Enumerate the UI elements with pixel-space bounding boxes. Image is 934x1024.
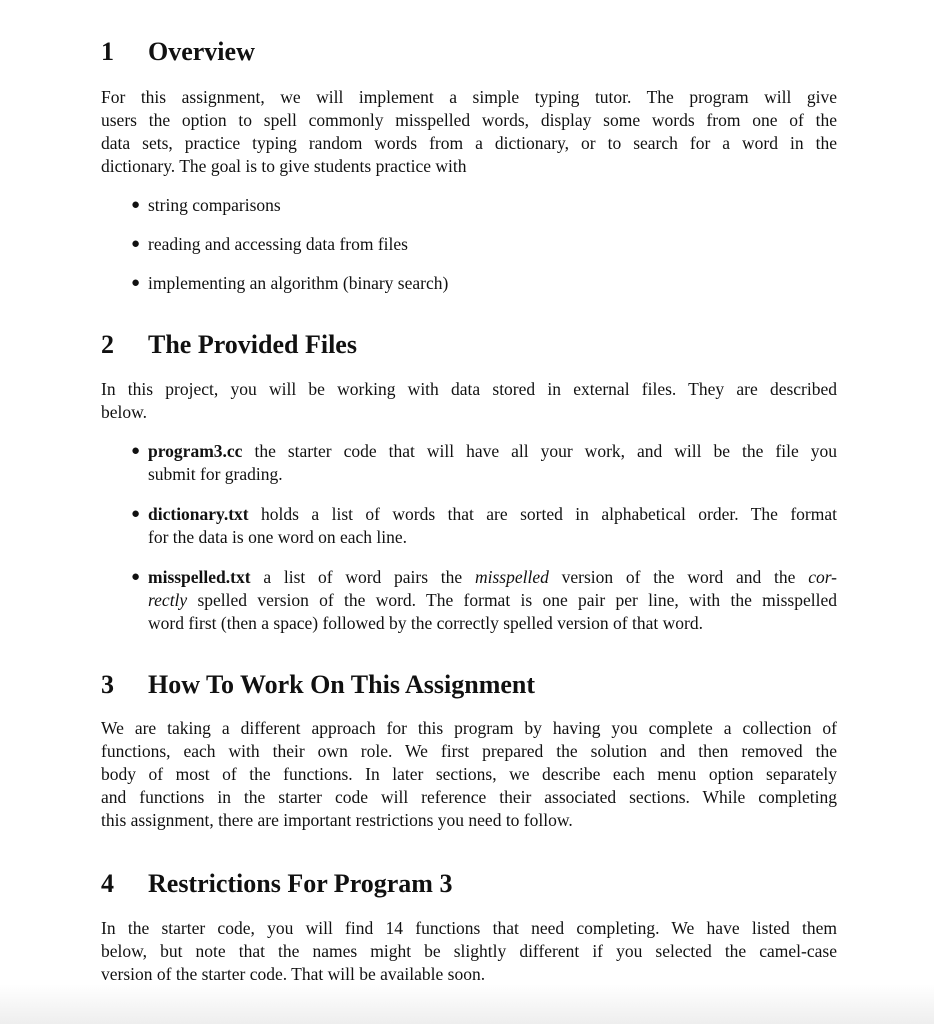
- text-line: users the option to spell commonly misspelled words, display some words from one of the: [101, 110, 837, 130]
- text-line: dictionary. The goal is to give students practice with: [101, 156, 467, 176]
- text: misspelled: [474, 567, 549, 587]
- list-item-text: implementing an algorithm (binary search): [148, 273, 449, 293]
- file-name: misspelled.txt: [148, 567, 251, 587]
- file-item-dictionary: [131, 503, 837, 549]
- text: version of the word and the: [548, 567, 809, 587]
- text: holds a list of words that are sorted in alphabetical order. The format: [248, 504, 837, 524]
- section-title: Restrictions For Program 3: [148, 869, 453, 898]
- bullet-icon: ●: [131, 275, 141, 291]
- howto-paragraph: [101, 717, 837, 832]
- section-title: The Provided Files: [148, 330, 357, 359]
- section-title: How To Work On This Assignment: [148, 670, 536, 699]
- bullet-icon: ●: [131, 443, 141, 459]
- text-line: word first (then a space) followed by the correctly spelled version of that word.: [148, 613, 703, 633]
- list-item: [131, 233, 837, 256]
- page-bottom-shadow: [0, 984, 934, 1024]
- text-line: below.: [101, 402, 148, 422]
- text-line: this assignment, there are important restrictions you need to follow.: [101, 810, 573, 830]
- list-item: [131, 194, 837, 217]
- text-line: For this assignment, we will implement a simple typing tutor. The program will give: [101, 87, 837, 107]
- list-item-text: reading and accessing data from files: [148, 234, 408, 254]
- text-line: version of the starter code. That will be available soon.: [101, 964, 486, 984]
- text: cor-: [808, 567, 838, 587]
- text: spelled version of the word. The format is one pair per line, with the misspelled: [187, 590, 837, 610]
- text-line: We are taking a different approach for this program by having you complete a collection of: [101, 718, 837, 738]
- bullet-icon: ●: [131, 197, 141, 213]
- bullet-icon: ●: [131, 506, 141, 522]
- text-line: In the starter code, you will find 14 functions that need completing. We have listed them: [101, 918, 837, 938]
- section-number: 4: [101, 869, 114, 898]
- file-item-misspelled: [131, 566, 838, 635]
- overview-paragraph: [101, 86, 837, 178]
- text-line: and functions in the starter code will reference their associated sections. While completing: [101, 787, 837, 807]
- text: rectly: [148, 590, 188, 610]
- list-item-text: string comparisons: [148, 195, 281, 215]
- file-name: dictionary.txt: [148, 504, 249, 524]
- bullet-icon: ●: [131, 236, 141, 252]
- section-number: 2: [101, 330, 114, 359]
- text-line: submit for grading.: [148, 464, 283, 484]
- list-item: [131, 272, 837, 295]
- bullet-icon: ●: [131, 569, 141, 585]
- text-line: data sets, practice typing random words from a dictionary, or to search for a word in the: [101, 133, 837, 153]
- section-title: Overview: [148, 37, 255, 66]
- text-line: In this project, you will be working with data stored in external files. They are described: [101, 379, 837, 399]
- file-item-program3: [131, 440, 837, 486]
- text: a list of word pairs the: [250, 567, 475, 587]
- text-line: functions, each with their own role. We first prepared the solution and then removed the: [101, 741, 837, 761]
- restrictions-paragraph: [101, 917, 837, 986]
- text-line: below, but note that the names might be slightly different if you selected the camel-case: [101, 941, 837, 961]
- text: the starter code that will have all your work, and will be the file you: [242, 441, 837, 461]
- text-line: body of most of the functions. In later sections, we describe each menu option separately: [101, 764, 837, 784]
- section-number: 3: [101, 670, 114, 699]
- files-paragraph: [101, 378, 837, 424]
- text-line: for the data is one word on each line.: [148, 527, 408, 547]
- section-number: 1: [101, 37, 114, 66]
- file-name: program3.cc: [148, 441, 243, 461]
